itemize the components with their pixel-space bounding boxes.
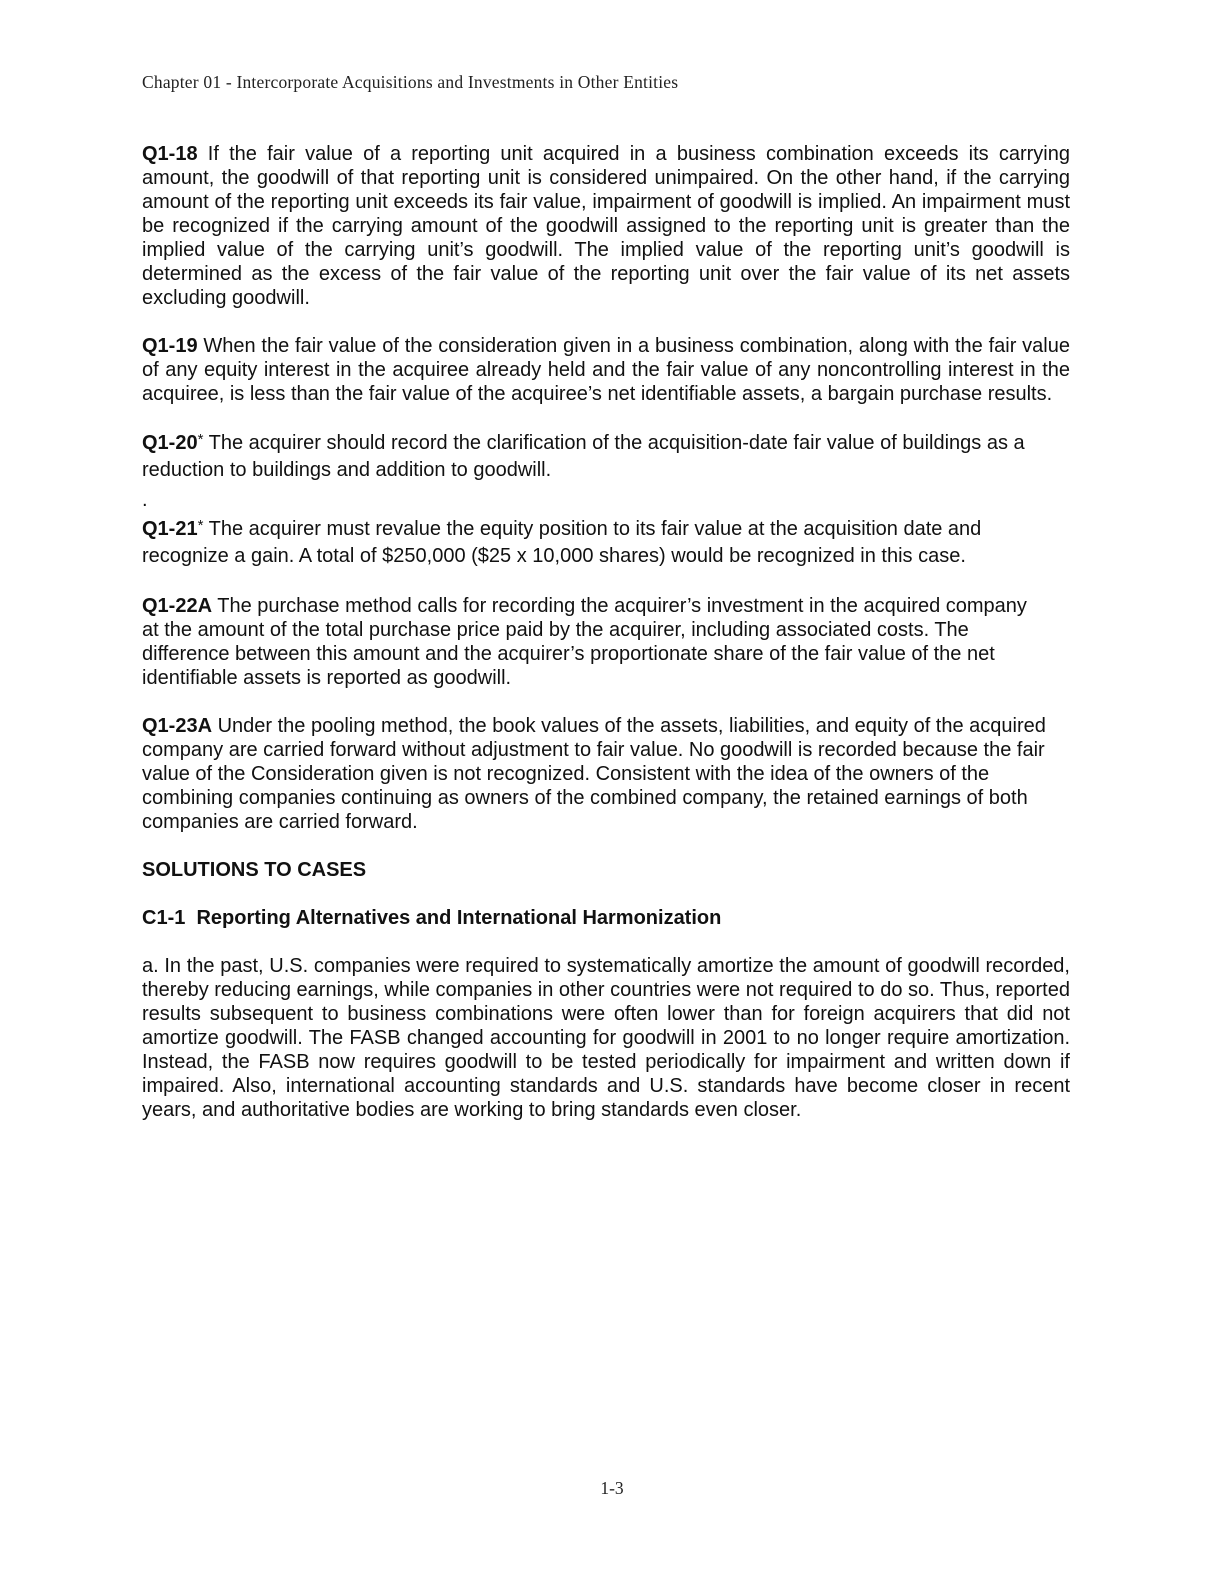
- question-text: The purchase method calls for recording the acquirer’s investment in the acquired company at the amount of the total purchase price paid by the acquirer, including associated costs. The difference between this amount and the acquirer’s proportionate share of the fair value of the net identifiable assets is reported as goodwill.: [142, 595, 1027, 689]
- asterisk-mark: *: [197, 431, 204, 448]
- case-paragraph: a. In the past, U.S. companies were required to systematically amortize the amount of goodwill recorded, thereby reducing earnings, while companies in other countries were not required to do so. Thus, reported results subsequent to business combinations were often lower than for foreign acquirers that did not amortize goodwill. The FASB changed accounting for goodwill in 2001 to no longer require amortization. Instead, the FASB now requires goodwill to be tested periodically for impairment and written down if impaired. Also, international accounting standards and U.S. standards have become closer in recent years, and authoritative bodies are working to bring standards even closer.: [142, 955, 1070, 1121]
- question-text: When the fair value of the consideration given in a business combination, along with the fair value of any equity interest in the acquiree already held and the fair value of any noncontrolling interest in the acquiree, is less than the fair value of the acquiree’s net identifiable assets, a bargain purchase results.: [142, 335, 1070, 405]
- question-text: Under the pooling method, the book values of the assets, liabilities, and equity of the acquired company are carried forward without adjustment to fair value. No goodwill is recorded because the fair value of the Consideration given is not recognized. Consistent with the idea of the owners of the combining companies continuing as owners of the combined company, the retained earnings of both companies are carried forward.: [142, 715, 1046, 833]
- question-text: The acquirer should record the clarification of the acquisition-date fair value of buildings as a reduction to buildings and addition to goodwill.: [142, 432, 1025, 481]
- question-label: Q1-21: [142, 518, 198, 540]
- question-label: Q1-19: [142, 335, 198, 357]
- case-heading: C1-1 Reporting Alternatives and International Harmonization: [142, 907, 722, 929]
- section-heading: SOLUTIONS TO CASES: [142, 859, 367, 881]
- question-label: Q1-22A: [142, 595, 213, 617]
- stray-mark: .: [142, 489, 148, 511]
- page-number: 1-3: [600, 1478, 624, 1498]
- question-q1-23a: [142, 714, 1048, 834]
- question-label: Q1-23A: [142, 715, 213, 737]
- question-q1-19: [142, 334, 1070, 406]
- page-header: Chapter 01 - Intercorporate Acquisitions and Investments in Other Entities: [142, 72, 679, 92]
- question-text: The acquirer must revalue the equity position to its fair value at the acquisition date and recognize a gain. A total of $250,000 ($25 x 10,000 shares) would be recognized in this case.: [142, 518, 982, 567]
- page-content: [142, 142, 1070, 1146]
- question-q1-22a: [142, 594, 1042, 690]
- question-q1-21: [142, 516, 1070, 570]
- question-label: Q1-18: [142, 143, 198, 165]
- asterisk-mark: *: [197, 517, 204, 534]
- question-label: Q1-20: [142, 432, 198, 454]
- question-q1-20: [142, 430, 1070, 484]
- question-text: If the fair value of a reporting unit acquired in a business combination exceeds its carrying amount, the goodwill of that reporting unit is considered unimpaired. On the other hand, if the carrying amount of the reporting unit exceeds its fair value, impairment of goodwill is implied. An impairment must be recognized if the carrying amount of the goodwill assigned to the reporting unit is greater than the implied value of the carrying unit’s goodwill. The implied value of the reporting unit’s goodwill is determined as the excess of the fair value of the reporting unit over the fair value of its net assets excluding goodwill.: [142, 143, 1070, 309]
- question-q1-18: [142, 142, 1070, 310]
